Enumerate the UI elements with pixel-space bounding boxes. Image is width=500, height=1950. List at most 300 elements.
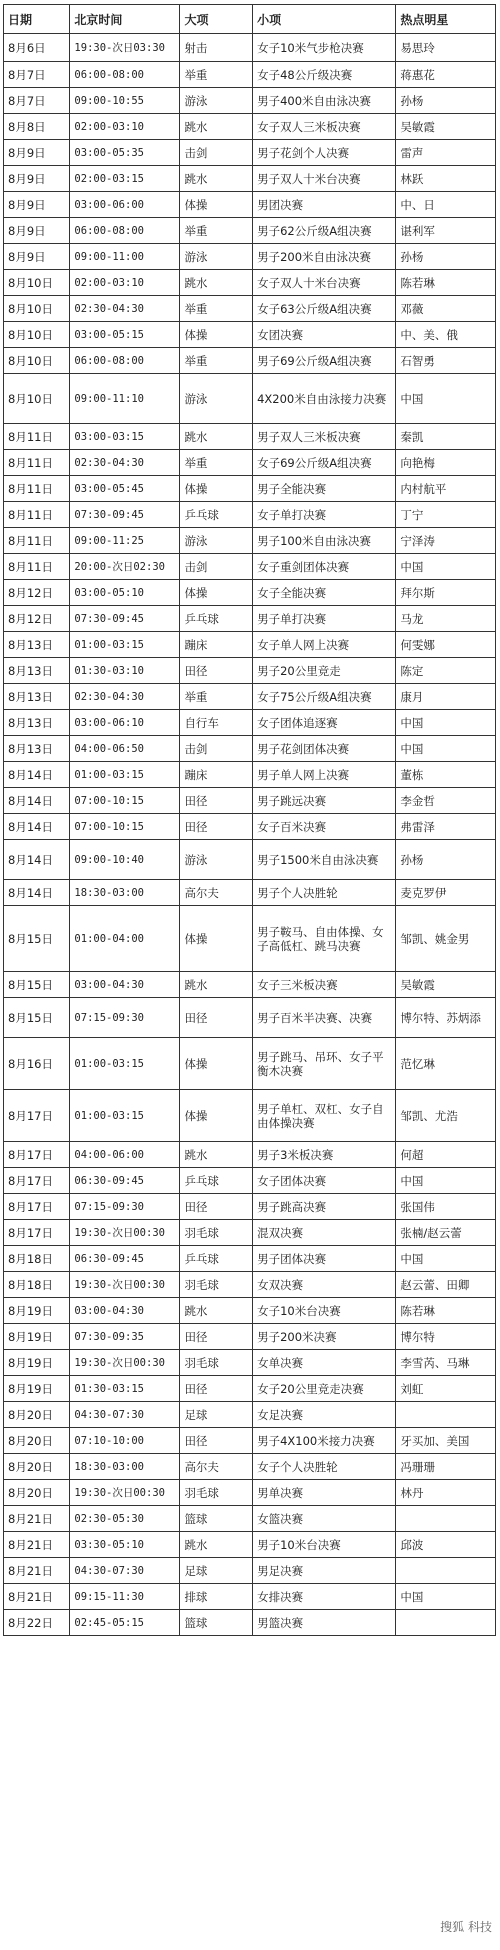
- cell-time: 01:00-04:00: [70, 906, 180, 972]
- table-row: [4, 710, 496, 736]
- table-row: [4, 788, 496, 814]
- cell-date: 8月19日: [4, 1324, 70, 1350]
- cell-star: 中国: [396, 374, 496, 424]
- cell-star: 孙杨: [396, 244, 496, 270]
- cell-sport: 自行车: [180, 710, 253, 736]
- cell-star: 中国: [396, 554, 496, 580]
- cell-time: 06:00-08:00: [70, 348, 180, 374]
- cell-sport: 游泳: [180, 244, 253, 270]
- cell-event: 女子百米决赛: [253, 814, 396, 840]
- cell-event: 男子花剑团体决赛: [253, 736, 396, 762]
- cell-date: 8月15日: [4, 906, 70, 972]
- cell-date: 8月13日: [4, 736, 70, 762]
- cell-event: 男子400米自由泳决赛: [253, 88, 396, 114]
- cell-sport: 羽毛球: [180, 1220, 253, 1246]
- cell-sport: 体操: [180, 580, 253, 606]
- cell-sport: 乒乓球: [180, 1168, 253, 1194]
- table-row: [4, 814, 496, 840]
- cell-event: 男子团体决赛: [253, 1246, 396, 1272]
- cell-event: 女子单人网上决赛: [253, 632, 396, 658]
- cell-time: 04:00-06:50: [70, 736, 180, 762]
- cell-sport: 跳水: [180, 270, 253, 296]
- cell-event: 女子全能决赛: [253, 580, 396, 606]
- cell-sport: 跳水: [180, 166, 253, 192]
- cell-star: 丁宁: [396, 502, 496, 528]
- cell-star: 康月: [396, 684, 496, 710]
- cell-date: 8月12日: [4, 606, 70, 632]
- cell-sport: 跳水: [180, 1142, 253, 1168]
- cell-star: 拜尔斯: [396, 580, 496, 606]
- cell-time: 02:30-04:30: [70, 296, 180, 322]
- cell-date: 8月21日: [4, 1584, 70, 1610]
- cell-date: 8月8日: [4, 114, 70, 140]
- cell-star: 中国: [396, 1584, 496, 1610]
- cell-sport: 乒乓球: [180, 1246, 253, 1272]
- cell-star: 易思玲: [396, 34, 496, 62]
- cell-date: 8月11日: [4, 502, 70, 528]
- cell-star: 邹凯、尤浩: [396, 1090, 496, 1142]
- cell-event: 男子3米板决赛: [253, 1142, 396, 1168]
- cell-sport: 蹦床: [180, 762, 253, 788]
- cell-time: 04:30-07:30: [70, 1558, 180, 1584]
- cell-date: 8月17日: [4, 1168, 70, 1194]
- cell-star: 麦克罗伊: [396, 880, 496, 906]
- cell-sport: 游泳: [180, 840, 253, 880]
- cell-time: 03:00-05:45: [70, 476, 180, 502]
- cell-event: 男子10米台决赛: [253, 1532, 396, 1558]
- table-body: [4, 34, 496, 1636]
- cell-date: 8月13日: [4, 710, 70, 736]
- cell-event: 女子个人决胜轮: [253, 1454, 396, 1480]
- cell-event: 女子双人十米台决赛: [253, 270, 396, 296]
- cell-sport: 篮球: [180, 1610, 253, 1636]
- cell-event: 女子63公斤级A组决赛: [253, 296, 396, 322]
- cell-sport: 田径: [180, 1428, 253, 1454]
- cell-time: 09:00-10:55: [70, 88, 180, 114]
- cell-event: 男子62公斤级A组决赛: [253, 218, 396, 244]
- cell-time: 09:15-11:30: [70, 1584, 180, 1610]
- table-row: [4, 1402, 496, 1428]
- cell-star: 邓薇: [396, 296, 496, 322]
- cell-event: 男子单打决赛: [253, 606, 396, 632]
- table-row: [4, 450, 496, 476]
- cell-time: 19:30-次日00:30: [70, 1220, 180, 1246]
- cell-event: 男子单人网上决赛: [253, 762, 396, 788]
- cell-sport: 体操: [180, 906, 253, 972]
- table-row: [4, 296, 496, 322]
- cell-star: 林跃: [396, 166, 496, 192]
- cell-event: 女子75公斤级A组决赛: [253, 684, 396, 710]
- cell-event: 女子20公里竞走决赛: [253, 1376, 396, 1402]
- cell-date: 8月6日: [4, 34, 70, 62]
- cell-star: 赵云蕾、田卿: [396, 1272, 496, 1298]
- cell-sport: 击剑: [180, 554, 253, 580]
- table-row: [4, 972, 496, 998]
- cell-star: 刘虹: [396, 1376, 496, 1402]
- cell-event: 女足决赛: [253, 1402, 396, 1428]
- cell-event: 男子200米决赛: [253, 1324, 396, 1350]
- table-row: [4, 270, 496, 296]
- cell-time: 03:00-05:10: [70, 580, 180, 606]
- cell-sport: 篮球: [180, 1506, 253, 1532]
- cell-sport: 举重: [180, 218, 253, 244]
- cell-time: 03:00-04:30: [70, 1298, 180, 1324]
- cell-date: 8月10日: [4, 348, 70, 374]
- cell-date: 8月11日: [4, 554, 70, 580]
- cell-star: 孙杨: [396, 840, 496, 880]
- cell-sport: 体操: [180, 192, 253, 218]
- cell-time: 03:00-06:00: [70, 192, 180, 218]
- table-row: [4, 998, 496, 1038]
- cell-event: 男子100米自由泳决赛: [253, 528, 396, 554]
- cell-event: 男子花剑个人决赛: [253, 140, 396, 166]
- table-row: [4, 554, 496, 580]
- cell-date: 8月11日: [4, 476, 70, 502]
- cell-star: 弗雷泽: [396, 814, 496, 840]
- cell-sport: 跳水: [180, 972, 253, 998]
- cell-star: 何超: [396, 1142, 496, 1168]
- cell-date: 8月22日: [4, 1610, 70, 1636]
- cell-sport: 击剑: [180, 140, 253, 166]
- cell-date: 8月10日: [4, 270, 70, 296]
- table-row: [4, 140, 496, 166]
- cell-sport: 田径: [180, 788, 253, 814]
- cell-time: 02:30-04:30: [70, 684, 180, 710]
- table-row: [4, 762, 496, 788]
- cell-time: 02:30-05:30: [70, 1506, 180, 1532]
- cell-star: 向艳梅: [396, 450, 496, 476]
- cell-sport: 跳水: [180, 424, 253, 450]
- table-row: [4, 244, 496, 270]
- cell-time: 03:00-05:15: [70, 322, 180, 348]
- cell-date: 8月20日: [4, 1402, 70, 1428]
- cell-date: 8月9日: [4, 166, 70, 192]
- cell-date: 8月9日: [4, 218, 70, 244]
- cell-date: 8月9日: [4, 192, 70, 218]
- cell-star: 中国: [396, 710, 496, 736]
- table-row: [4, 502, 496, 528]
- cell-sport: 体操: [180, 1038, 253, 1090]
- cell-date: 8月13日: [4, 684, 70, 710]
- cell-event: 男团决赛: [253, 192, 396, 218]
- cell-date: 8月16日: [4, 1038, 70, 1090]
- cell-star: [396, 1506, 496, 1532]
- cell-sport: 足球: [180, 1402, 253, 1428]
- cell-event: 男子单杠、双杠、女子自由体操决赛: [253, 1090, 396, 1142]
- table-row: [4, 736, 496, 762]
- cell-date: 8月13日: [4, 658, 70, 684]
- cell-time: 07:30-09:45: [70, 502, 180, 528]
- cell-date: 8月15日: [4, 998, 70, 1038]
- table-row: [4, 1584, 496, 1610]
- cell-date: 8月18日: [4, 1246, 70, 1272]
- cell-time: 19:30-次日03:30: [70, 34, 180, 62]
- cell-sport: 乒乓球: [180, 502, 253, 528]
- cell-event: 男子双人十米台决赛: [253, 166, 396, 192]
- cell-time: 06:00-08:00: [70, 62, 180, 88]
- table-row: [4, 88, 496, 114]
- cell-star: 李金哲: [396, 788, 496, 814]
- cell-time: 20:00-次日02:30: [70, 554, 180, 580]
- cell-event: 男子跳远决赛: [253, 788, 396, 814]
- table-row: [4, 1428, 496, 1454]
- cell-star: 孙杨: [396, 88, 496, 114]
- cell-event: 男子百米半决赛、决赛: [253, 998, 396, 1038]
- cell-event: 男足决赛: [253, 1558, 396, 1584]
- table-row: [4, 1454, 496, 1480]
- table-row: [4, 424, 496, 450]
- cell-event: 女子48公斤级决赛: [253, 62, 396, 88]
- table-row: [4, 1194, 496, 1220]
- table-row: [4, 1324, 496, 1350]
- cell-date: 8月12日: [4, 580, 70, 606]
- cell-sport: 举重: [180, 684, 253, 710]
- cell-date: 8月19日: [4, 1350, 70, 1376]
- cell-sport: 举重: [180, 296, 253, 322]
- table-row: [4, 1298, 496, 1324]
- cell-time: 03:00-04:30: [70, 972, 180, 998]
- cell-time: 07:10-10:00: [70, 1428, 180, 1454]
- table-row: [4, 1038, 496, 1090]
- cell-date: 8月17日: [4, 1090, 70, 1142]
- header-event: 小项: [253, 5, 396, 34]
- cell-star: 董栋: [396, 762, 496, 788]
- cell-time: 09:00-11:10: [70, 374, 180, 424]
- table-row: [4, 1168, 496, 1194]
- cell-date: 8月21日: [4, 1558, 70, 1584]
- cell-event: 女排决赛: [253, 1584, 396, 1610]
- cell-time: 07:15-09:30: [70, 1194, 180, 1220]
- cell-star: 石智勇: [396, 348, 496, 374]
- cell-sport: 田径: [180, 814, 253, 840]
- table-row: [4, 1220, 496, 1246]
- table-row: [4, 684, 496, 710]
- cell-time: 09:00-11:25: [70, 528, 180, 554]
- table-row: [4, 1142, 496, 1168]
- table-row: [4, 192, 496, 218]
- cell-time: 03:00-06:10: [70, 710, 180, 736]
- cell-time: 09:00-10:40: [70, 840, 180, 880]
- cell-star: 范忆琳: [396, 1038, 496, 1090]
- cell-star: 秦凯: [396, 424, 496, 450]
- header-star: 热点明星: [396, 5, 496, 34]
- table-row: [4, 1246, 496, 1272]
- cell-time: 04:00-06:00: [70, 1142, 180, 1168]
- cell-date: 8月11日: [4, 424, 70, 450]
- table-row: [4, 1350, 496, 1376]
- table-row: [4, 218, 496, 244]
- cell-event: 男单决赛: [253, 1480, 396, 1506]
- cell-star: 吴敏霞: [396, 972, 496, 998]
- header-sport: 大项: [180, 5, 253, 34]
- cell-star: 中、美、俄: [396, 322, 496, 348]
- cell-sport: 举重: [180, 450, 253, 476]
- cell-time: 19:30-次日00:30: [70, 1480, 180, 1506]
- cell-star: 陈若琳: [396, 1298, 496, 1324]
- cell-time: 02:45-05:15: [70, 1610, 180, 1636]
- cell-sport: 田径: [180, 658, 253, 684]
- cell-time: 06:00-08:00: [70, 218, 180, 244]
- table-row: [4, 906, 496, 972]
- cell-star: 陈定: [396, 658, 496, 684]
- cell-date: 8月14日: [4, 762, 70, 788]
- cell-time: 03:00-03:15: [70, 424, 180, 450]
- cell-star: 博尔特、苏炳添: [396, 998, 496, 1038]
- cell-star: 中国: [396, 736, 496, 762]
- cell-sport: 蹦床: [180, 632, 253, 658]
- cell-sport: 击剑: [180, 736, 253, 762]
- cell-time: 07:00-10:15: [70, 788, 180, 814]
- cell-date: 8月21日: [4, 1506, 70, 1532]
- table-row: [4, 880, 496, 906]
- cell-time: 01:30-03:10: [70, 658, 180, 684]
- cell-sport: 田径: [180, 1194, 253, 1220]
- cell-star: 冯珊珊: [396, 1454, 496, 1480]
- cell-date: 8月10日: [4, 374, 70, 424]
- cell-sport: 体操: [180, 322, 253, 348]
- cell-time: 19:30-次日00:30: [70, 1272, 180, 1298]
- cell-time: 02:00-03:10: [70, 270, 180, 296]
- cell-sport: 跳水: [180, 1298, 253, 1324]
- cell-event: 男子鞍马、自由体操、女子高低杠、跳马决赛: [253, 906, 396, 972]
- cell-sport: 田径: [180, 1324, 253, 1350]
- header-time: 北京时间: [70, 5, 180, 34]
- cell-event: 男子200米自由泳决赛: [253, 244, 396, 270]
- watermark: 搜狐 科技: [440, 1920, 492, 1934]
- header-date: 日期: [4, 5, 70, 34]
- cell-date: 8月17日: [4, 1194, 70, 1220]
- cell-event: 女子单打决赛: [253, 502, 396, 528]
- cell-event: 女单决赛: [253, 1350, 396, 1376]
- cell-time: 01:00-03:15: [70, 1090, 180, 1142]
- cell-sport: 游泳: [180, 374, 253, 424]
- cell-sport: 羽毛球: [180, 1272, 253, 1298]
- cell-time: 03:30-05:10: [70, 1532, 180, 1558]
- cell-sport: 体操: [180, 1090, 253, 1142]
- cell-event: 男子个人决胜轮: [253, 880, 396, 906]
- cell-date: 8月18日: [4, 1272, 70, 1298]
- cell-star: 李雪芮、马琳: [396, 1350, 496, 1376]
- cell-star: [396, 1558, 496, 1584]
- cell-time: 07:15-09:30: [70, 998, 180, 1038]
- cell-time: 06:30-09:45: [70, 1246, 180, 1272]
- cell-date: 8月9日: [4, 244, 70, 270]
- cell-star: [396, 1610, 496, 1636]
- cell-star: 邱波: [396, 1532, 496, 1558]
- cell-event: 女子团体决赛: [253, 1168, 396, 1194]
- cell-sport: 高尔夫: [180, 880, 253, 906]
- cell-time: 01:30-03:15: [70, 1376, 180, 1402]
- cell-time: 02:00-03:10: [70, 114, 180, 140]
- cell-star: 宁泽涛: [396, 528, 496, 554]
- cell-time: 02:30-04:30: [70, 450, 180, 476]
- cell-event: 男子20公里竞走: [253, 658, 396, 684]
- cell-star: 陈若琳: [396, 270, 496, 296]
- table-row: [4, 1532, 496, 1558]
- table-row: [4, 34, 496, 62]
- table-row: [4, 348, 496, 374]
- table-row: [4, 476, 496, 502]
- cell-event: 女子10米气步枪决赛: [253, 34, 396, 62]
- cell-sport: 田径: [180, 998, 253, 1038]
- cell-sport: 田径: [180, 1376, 253, 1402]
- cell-time: 02:00-03:15: [70, 166, 180, 192]
- table-row: [4, 1090, 496, 1142]
- cell-star: 博尔特: [396, 1324, 496, 1350]
- cell-event: 女团决赛: [253, 322, 396, 348]
- cell-event: 女子团体追逐赛: [253, 710, 396, 736]
- table-row: [4, 1610, 496, 1636]
- cell-event: 4X200米自由泳接力决赛: [253, 374, 396, 424]
- cell-sport: 排球: [180, 1584, 253, 1610]
- cell-event: 女子三米板决赛: [253, 972, 396, 998]
- cell-sport: 乒乓球: [180, 606, 253, 632]
- cell-star: [396, 1402, 496, 1428]
- cell-date: 8月19日: [4, 1376, 70, 1402]
- table-row: [4, 166, 496, 192]
- cell-event: 男篮决赛: [253, 1610, 396, 1636]
- cell-time: 09:00-11:00: [70, 244, 180, 270]
- table-row: [4, 374, 496, 424]
- cell-date: 8月7日: [4, 62, 70, 88]
- cell-sport: 举重: [180, 62, 253, 88]
- cell-time: 18:30-03:00: [70, 1454, 180, 1480]
- cell-sport: 举重: [180, 348, 253, 374]
- table-row: [4, 840, 496, 880]
- cell-event: 男子69公斤级A组决赛: [253, 348, 396, 374]
- cell-time: 01:00-03:15: [70, 762, 180, 788]
- cell-event: 女双决赛: [253, 1272, 396, 1298]
- cell-date: 8月7日: [4, 88, 70, 114]
- table-row: [4, 1506, 496, 1532]
- cell-event: 男子跳高决赛: [253, 1194, 396, 1220]
- cell-date: 8月20日: [4, 1428, 70, 1454]
- cell-time: 03:00-05:35: [70, 140, 180, 166]
- cell-star: 中国: [396, 1168, 496, 1194]
- cell-time: 19:30-次日00:30: [70, 1350, 180, 1376]
- cell-star: 张国伟: [396, 1194, 496, 1220]
- cell-event: 男子跳马、吊环、女子平衡木决赛: [253, 1038, 396, 1090]
- cell-star: 蒋惠花: [396, 62, 496, 88]
- cell-date: 8月17日: [4, 1142, 70, 1168]
- table-row: [4, 114, 496, 140]
- cell-sport: 高尔夫: [180, 1454, 253, 1480]
- cell-time: 07:00-10:15: [70, 814, 180, 840]
- cell-time: 18:30-03:00: [70, 880, 180, 906]
- cell-star: 雷声: [396, 140, 496, 166]
- cell-event: 女篮决赛: [253, 1506, 396, 1532]
- cell-event: 女子10米台决赛: [253, 1298, 396, 1324]
- cell-star: 何雯娜: [396, 632, 496, 658]
- cell-date: 8月20日: [4, 1480, 70, 1506]
- cell-date: 8月14日: [4, 814, 70, 840]
- cell-date: 8月9日: [4, 140, 70, 166]
- cell-time: 01:00-03:15: [70, 1038, 180, 1090]
- table-row: [4, 528, 496, 554]
- table-row: [4, 1376, 496, 1402]
- cell-sport: 羽毛球: [180, 1480, 253, 1506]
- cell-star: 中、日: [396, 192, 496, 218]
- cell-event: 女子重剑团体决赛: [253, 554, 396, 580]
- cell-date: 8月10日: [4, 322, 70, 348]
- cell-time: 04:30-07:30: [70, 1402, 180, 1428]
- cell-star: 邹凯、姚金男: [396, 906, 496, 972]
- cell-date: 8月15日: [4, 972, 70, 998]
- cell-sport: 羽毛球: [180, 1350, 253, 1376]
- cell-date: 8月17日: [4, 1220, 70, 1246]
- cell-date: 8月14日: [4, 840, 70, 880]
- cell-event: 男子全能决赛: [253, 476, 396, 502]
